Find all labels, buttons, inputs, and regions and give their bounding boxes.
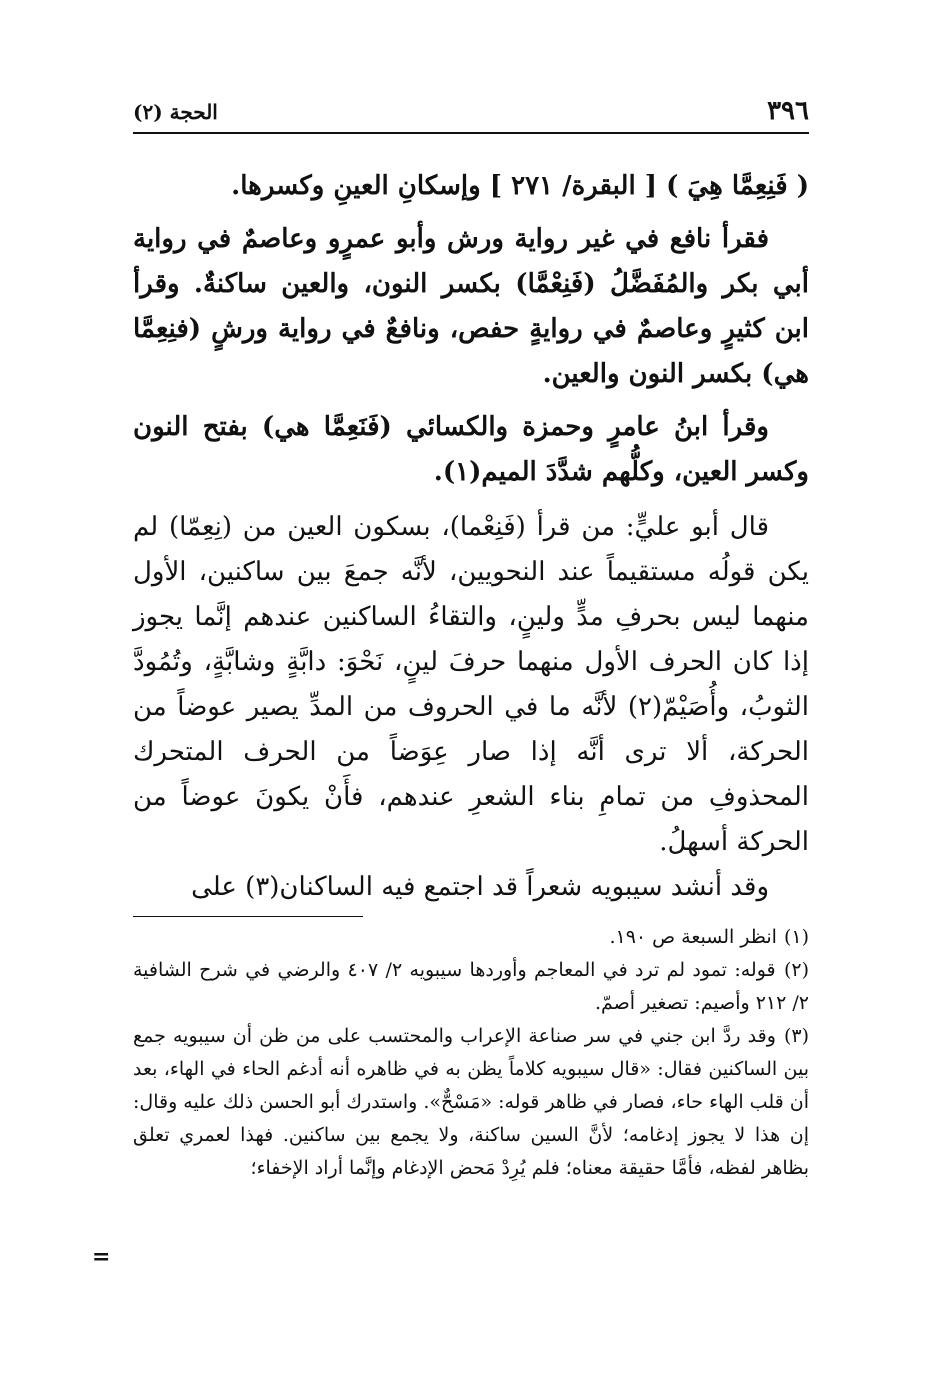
footnote-number: (٣) [783, 1025, 810, 1047]
footnote-3 [133, 1020, 809, 1185]
footnote-1 [133, 921, 809, 954]
sibawayh-paragraph: وقد أنشد سيبويه شعراً قد اجتمع فيه الساكنان(٣) على [191, 872, 769, 902]
footnote-2 [133, 954, 809, 1020]
footnotes [133, 921, 809, 1185]
footnote-separator [133, 916, 363, 917]
footnote-text: قوله: تمود لم ترد في المعاجم وأوردها سيبويه ٢/ ٤٠٧ والرضي في شرح الشافية ٢/ ٢١٢ وأصيم: تصغير أصمّ. [133, 959, 809, 1014]
readings-paragraph: فقرأ نافع في غير رواية ورش وأبو عمرٍو وعاصمٌ في رواية أبي بكر والمُفَضَّلُ (فَنِعْمَّا) بكسر النون، والعين ساكنةٌ. وقرأ ابن كثيرٍ وعاصمٌ في روايةٍ حفص، ونافعٌ في رواية ورشٍ (فنِعِمَّا هي) بكسر النون والعين. [133, 224, 809, 389]
page [133, 96, 809, 1185]
abu-ali-paragraph: قال أبو عليٍّ: من قرأ (فَنِعْما)، بسكون العين من (نِعِمّا) لم يكن قولُه مستقيماً عند النحويين، لأنَّه جمعَ بين ساكنين، الأول منهما ليس بحرفِ مدٍّ ولينٍ، والتقاءُ الساكنين عندهم إنَّما يجوز إذا كان الحرف الأول منهما حرفَ لينٍ، نَحْوَ: دابَّةٍ وشابَّةٍ، وتُمُودَّ الثوبُ، وأُصَيْمّ(٢) لأنَّه ما في الحروف من المدِّ يصير عوضاً من الحركة، ألا ترى أنَّه إذا صار عِوَضاً من الحرف المتحرك المحذوفِ من تمامِ بناء الشعرِ عندهم، فأَنْ يكونَ عوضاً من الحركة أسهلُ. [133, 512, 809, 857]
footnote-text: انظر السبعة ص ١٩٠. [609, 926, 777, 948]
running-title: الحجة (٢) [133, 100, 218, 124]
readings-paragraph-2: وقرأ ابنُ عامرٍ وحمزة والكسائي (فَنَعِمَّا هي) بفتح النون وكسر العين، وكلُّهم شدَّدَ الميم(١). [133, 412, 809, 487]
footnote-text: وقد ردَّ ابن جني في سر صناعة الإعراب والمحتسب على من ظن أن سيبويه جمع بين الساكنين فقال: «قال سيبويه كلاماً يظن به في ظاهره أنه أدغم الحاء في الهاء، بعد أن قلب الهاء حاء، فصار في ظاهر قوله: «مَسْحٌّ». واستدرك أبو الحسن ذلك عليه وقال: إن هذا لا يجوز إدغامه؛ لأنَّ السين ساكنة، ولا يجمع بين ساكنين. فهذا لعمري تعلق بظاهر لفظه، فأمَّا حقيقة معناه؛ فلم يُرِدْ مَحض الإدغام وإنَّما أراد الإخفاء؛ [133, 1025, 809, 1179]
footnote-number: (١) [783, 926, 809, 948]
page-header [133, 96, 809, 134]
footnote-number: (٢) [783, 959, 809, 981]
page-number: ٣٩٦ [767, 96, 809, 126]
continuation-mark: = [92, 1244, 111, 1270]
quran-reference-paragraph: ( فَنِعِمَّا هِيَ ) [ البقرة/ ٢٧١ ] وإسكانِ العينِ وكسرها. [231, 171, 809, 201]
